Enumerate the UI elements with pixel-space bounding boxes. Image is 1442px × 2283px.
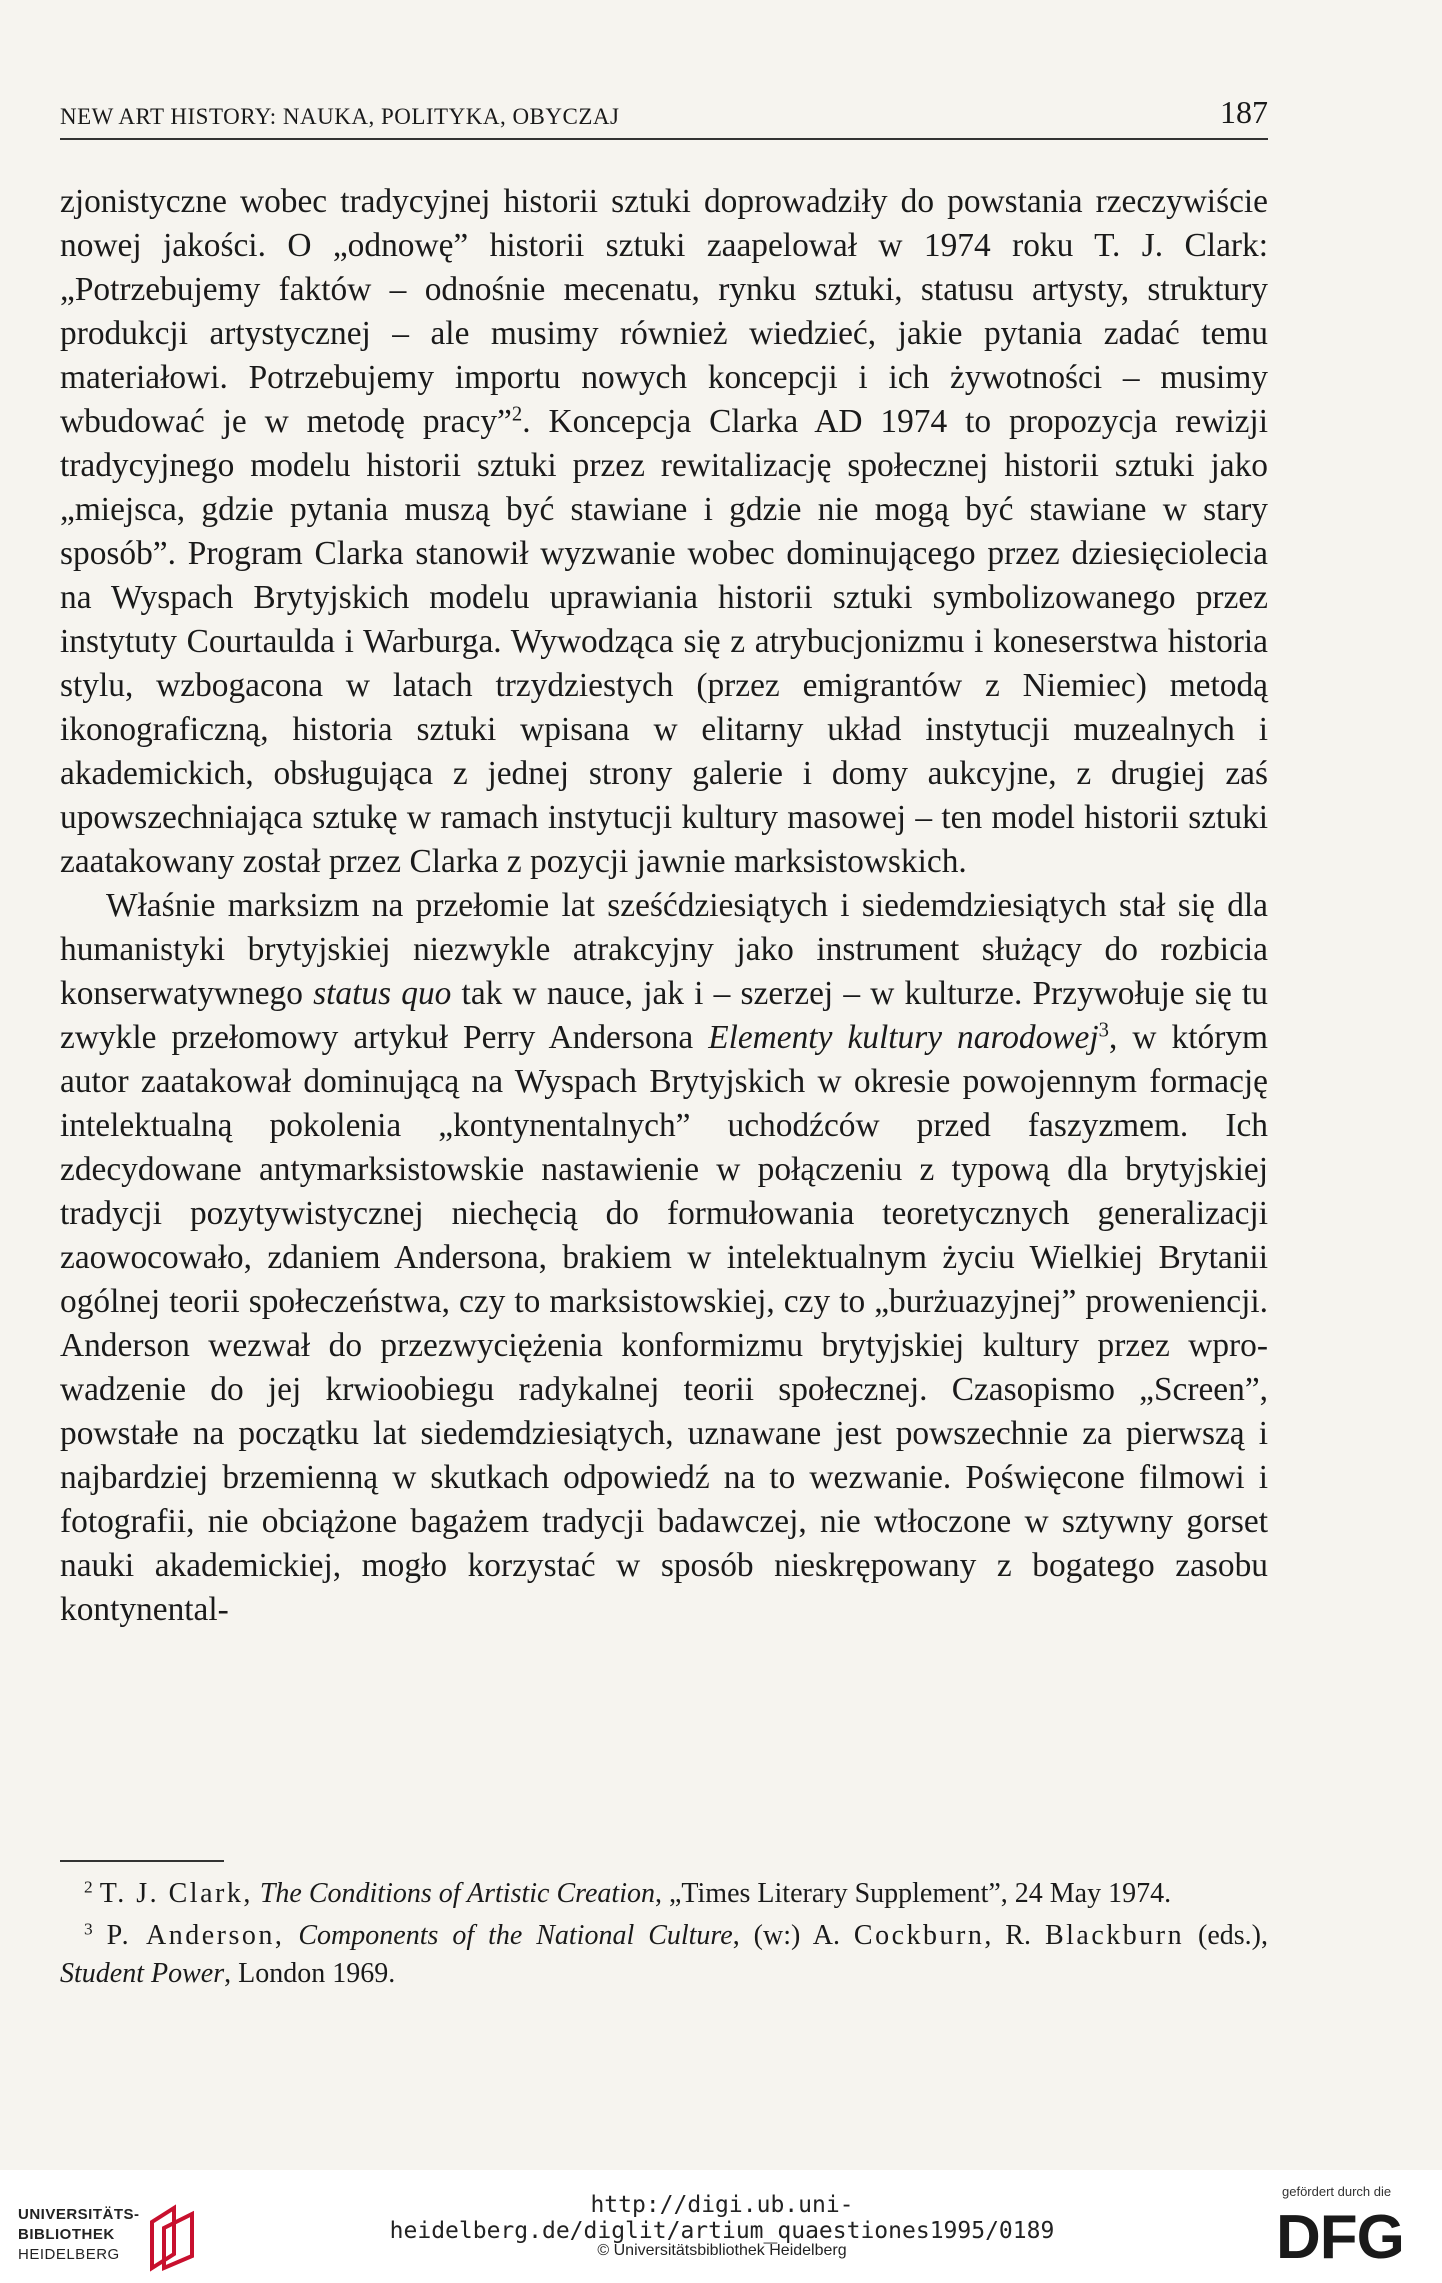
- footnote-2-rest: , „Times Literary Supplement”, 24 May 1974.: [654, 1878, 1172, 1909]
- footnote-2-number: 2: [84, 1877, 93, 1897]
- footnote-3-book: Student Power: [60, 1958, 225, 1989]
- footnotes: [60, 1875, 1268, 1997]
- paragraph-2-text-a: Właśnie marksizm na przełomie lat sześćdziesiątych i siedemdziesiątych stał się dla humanistyki brytyjskiej niezwykle atrakcyjny jako instrument służący do rozbicia konserwatywnego: [60, 887, 1268, 1012]
- footnote-2: [60, 1875, 1268, 1913]
- footnote-3-author: P. Anderson,: [106, 1920, 285, 1951]
- digitization-footer: [0, 2170, 1442, 2283]
- status-quo-phrase: status quo: [313, 975, 452, 1012]
- footnote-ref-2[interactable]: 2: [511, 403, 523, 426]
- running-header: [60, 92, 1268, 140]
- dfg-wordmark: DFG: [1276, 2203, 1404, 2272]
- paragraph-2-text-b: tak w nauce, jak i – szerzej – w kulturze. Przywołuje się tu zwykle przełomowy artykuł Perry Andersona: [60, 975, 1269, 1056]
- library-name-line-3: HEIDELBERG: [18, 2246, 120, 2263]
- paragraph-1-text: zjonistyczne wobec tradycyjnej historii sztuki doprowadziły do powstania rzeczywiście nowej jakości. O „odnowę” historii sztuki zaapelował w 1974 roku T. J. Clark: „Potrzebujemy faktów – odnośnie mecenatu, rynku sztuki, statusu artysty, struktury produkcji artystycznej – ale musimy również wiedzieć, jakie pytania zadać temu materiałowi. Potrzebujemy importu nowych koncepcji i ich żywotności – musimy wbudować je w metodę pracy”: [60, 183, 1268, 440]
- footnote-ref-3[interactable]: 3: [1098, 1019, 1109, 1042]
- library-emblem-icon: [148, 2202, 198, 2272]
- university-library-logo[interactable]: [18, 2194, 198, 2274]
- footnote-3-editor-1: Cockburn: [853, 1920, 985, 1951]
- footnote-3-editor-2: Blackburn: [1044, 1920, 1185, 1951]
- anderson-article-title: Elementy kultury narodowej: [708, 1019, 1099, 1056]
- footnote-3-number: 3: [84, 1919, 93, 1939]
- footnote-2-title: The Conditions of Artistic Creation: [259, 1878, 655, 1909]
- footnote-3-rest: , London 1969.: [224, 1958, 396, 1989]
- footnote-separator: [60, 1860, 224, 1862]
- library-name-line-2: BIBLIOTHEK: [18, 2226, 115, 2243]
- paragraph-2-text-c: , w którym autor zaatakował dominującą na Wyspach Brytyjskich w okresie powojennym formację intelektualną pokolenia „kontynentalnych” uchodźców przed faszyzmem. Ich zdecydowane antymarksistowskie nastawienie w połączeniu z typową dla brytyjskiej tradycji pozytywistycznej niechęcią do formułowania teoretycznych generalizacji zaowocowało, zdaniem Andersona, brakiem w intelektualnym życiu Wielkiej Brytanii ogólnej teorii społeczeństwa, czy to marksistowskiej, czy to „burżuazyjnej” proweniencji. Anderson wezwał do przezwyciężenia konformizmu brytyjskiej kultury przez wprowadzenie do jej krwioobiegu radykalnej teorii społecznej. Czasopismo „Screen”, powstałe na początku lat siedemdziesiątych, uznawane jest powszechnie za pierwszą i najbardziej brzemienną w skutkach odpowiedź na to wezwanie. Poświęcone filmowi i fotografii, nie obciążone bagażem tradycji badawczej, nie wtłoczone w sztywny gorset nauki akademickiej, mogło korzystać w sposób nieskrępowany z bogatego zasobu kontynental-: [60, 1019, 1268, 1628]
- footnote-3: [60, 1917, 1268, 1993]
- footnote-3-mid-3: (eds.),: [1184, 1920, 1269, 1951]
- running-title: NEW ART HISTORY: NAUKA, POLITYKA, OBYCZAJ: [60, 104, 620, 129]
- paragraph-1-continuation: . Koncepcja Clarka AD 1974 to propozycja rewizji tradycyjnego modelu historii sztuki przez rewitalizację społecznej historii sztuki jako „miejsca, gdzie pytania muszą być stawiane i gdzie nie mogą być stawiane w stary sposób”. Program Clarka stanowił wyzwanie wobec dominującego przez dziesięciolecia na Wyspach Brytyjskich modelu uprawiania historii sztuki symbolizowanego przez instytuty Courtaulda i Warburga. Wywodząca się z atrybucjonizmu i koneserstwa historia stylu, wzbogacona w latach trzydziestych (przez emigrantów z Niemiec) metodą ikonograficzną, historia sztuki wpisana w elitarny układ instytucji muzealnych i akademickich, obsługująca z jednej strony galerie i domy aukcyjne, z drugiej zaś upowszechniająca sztukę w ramach instytucji kultury masowej – ten model historii sztuki zaatakowany został przez Clarka z pozycji jawnie marksistowskich.: [60, 403, 1268, 880]
- footnote-2-author: T. J. Clark,: [99, 1878, 253, 1909]
- paragraph-2: [60, 884, 1268, 1632]
- page-number: 187: [1220, 94, 1268, 130]
- paragraph-1: [60, 180, 1268, 884]
- footnote-3-mid: , (w:) A.: [732, 1920, 854, 1951]
- dfg-caption: gefördert durch die: [1282, 2184, 1392, 2199]
- library-name-line-1: UNIVERSITÄTS-: [18, 2206, 140, 2223]
- footnote-3-title: Components of the National Culture: [298, 1920, 733, 1951]
- permalink-url[interactable]: http://digi.ub.uni-heidelberg.de/diglit/artium_quaestiones1995/0189: [389, 2192, 1055, 2244]
- main-text: [60, 180, 1268, 1632]
- footnote-3-mid-2: , R.: [984, 1920, 1045, 1951]
- copyright-notice: © Universitätsbibliothek Heidelberg: [597, 2242, 847, 2259]
- dfg-logo[interactable]: [1270, 2184, 1430, 2274]
